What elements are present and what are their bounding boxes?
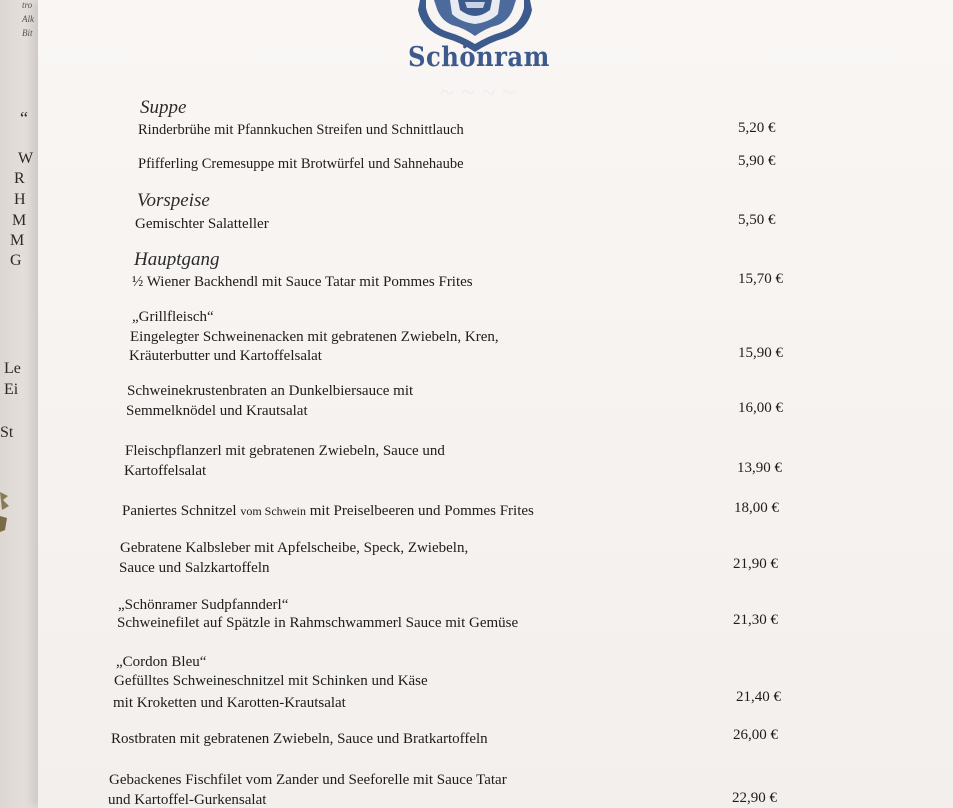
item-fleischpflanzerl: Fleischpflanzerl mit gebratenen Zwiebeln, Sauce und: [125, 443, 445, 459]
item-schnitzel-part: Paniertes Schnitzel: [122, 503, 241, 519]
price-backhendl: 15,70 €: [738, 271, 783, 287]
price-fischfilet: 22,90 €: [732, 790, 777, 806]
section-title-vorspeise: Vorspeise: [137, 190, 210, 211]
price-schnitzel: 18,00 €: [734, 500, 779, 516]
item-backhendl: ½ Wiener Backhendl mit Sauce Tatar mit Pommes Frites: [132, 274, 473, 290]
under-letter: M: [10, 232, 25, 249]
item-kalbsleber: Sauce und Salzkartoffeln: [119, 560, 270, 576]
item-cordon-bleu-desc: mit Kroketten und Karotten-Krautsalat: [113, 695, 346, 711]
under-letter: St: [0, 424, 14, 441]
item-grillfleisch-title: „Grillfleisch“: [132, 309, 214, 325]
section-title-hauptgang: Hauptgang: [134, 249, 220, 270]
item-grillfleisch-desc: Eingelegter Schweinenacken mit gebratenen Zwiebeln, Kren,: [130, 329, 499, 345]
under-letter: G: [10, 252, 22, 269]
item-schnitzel-part: mit Preiselbeeren und Pommes Frites: [305, 503, 534, 519]
item-salatteller: Gemischter Salatteller: [135, 216, 269, 232]
under-small-line: tro: [22, 0, 33, 10]
under-letter: R: [14, 170, 25, 187]
under-small-line: Bit: [22, 28, 33, 38]
item-fleischpflanzerl: Kartoffelsalat: [124, 463, 207, 479]
under-quote-mark: “: [20, 108, 28, 128]
item-schnitzel: [122, 501, 534, 521]
item-pfifferling: Pfifferling Cremesuppe mit Brotwürfel und Sahnehaube: [138, 156, 464, 172]
under-letter: Ei: [4, 381, 19, 398]
price-pfifferling: 5,90 €: [738, 153, 776, 169]
price-rinderbruehe: 5,20 €: [738, 120, 776, 136]
item-fischfilet: und Kartoffel-Gurkensalat: [108, 792, 267, 808]
item-schnitzel-part: vom Schwein: [240, 504, 306, 518]
item-krustenbraten: Semmelknödel und Krautsalat: [126, 403, 308, 419]
section-title-suppe: Suppe: [140, 97, 187, 118]
item-grillfleisch-desc: Kräuterbutter und Kartoffelsalat: [129, 348, 322, 364]
item-krustenbraten: Schweinekrustenbraten an Dunkelbiersauce mit: [127, 383, 414, 399]
under-letter: M: [12, 212, 27, 229]
price-cordon-bleu: 21,40 €: [736, 689, 781, 705]
item-kalbsleber: Gebratene Kalbsleber mit Apfelscheibe, Speck, Zwiebeln,: [120, 540, 469, 556]
price-kalbsleber: 21,90 €: [733, 556, 778, 572]
price-krustenbraten: 16,00 €: [738, 400, 783, 416]
price-sudpfannderl: 21,30 €: [733, 612, 778, 628]
item-cordon-bleu-desc: Gefülltes Schweineschnitzel mit Schinken und Käse: [114, 673, 428, 689]
item-fischfilet: Gebackenes Fischfilet vom Zander und Seeforelle mit Sauce Tatar: [109, 772, 507, 788]
item-sudpfannderl-desc: Schweinefilet auf Spätzle in Rahmschwammerl Sauce mit Gemüse: [117, 615, 519, 631]
under-letter: W: [18, 150, 34, 167]
under-small-line: Alk: [22, 14, 34, 24]
under-letter: Le: [4, 360, 21, 377]
schoenram-logo-text: Schönram: [408, 42, 550, 73]
item-rostbraten: Rostbraten mit gebratenen Zwiebeln, Sauce und Bratkartoffeln: [111, 731, 488, 747]
under-letter: H: [14, 191, 26, 208]
item-sudpfannderl-title: „Schönramer Sudpfannderl“: [118, 597, 289, 613]
faint-watermark: ~ ~ ~ ~: [440, 78, 516, 107]
price-salatteller: 5,50 €: [738, 212, 776, 228]
item-cordon-bleu-title: „Cordon Bleu“: [116, 654, 207, 670]
item-rinderbruehe: Rinderbrühe mit Pfannkuchen Streifen und Schnittlauch: [138, 122, 464, 138]
price-fleischpflanzerl: 13,90 €: [737, 460, 782, 476]
under-ornament-icon: [0, 490, 10, 550]
price-rostbraten: 26,00 €: [733, 727, 778, 743]
price-grillfleisch: 15,90 €: [738, 345, 783, 361]
